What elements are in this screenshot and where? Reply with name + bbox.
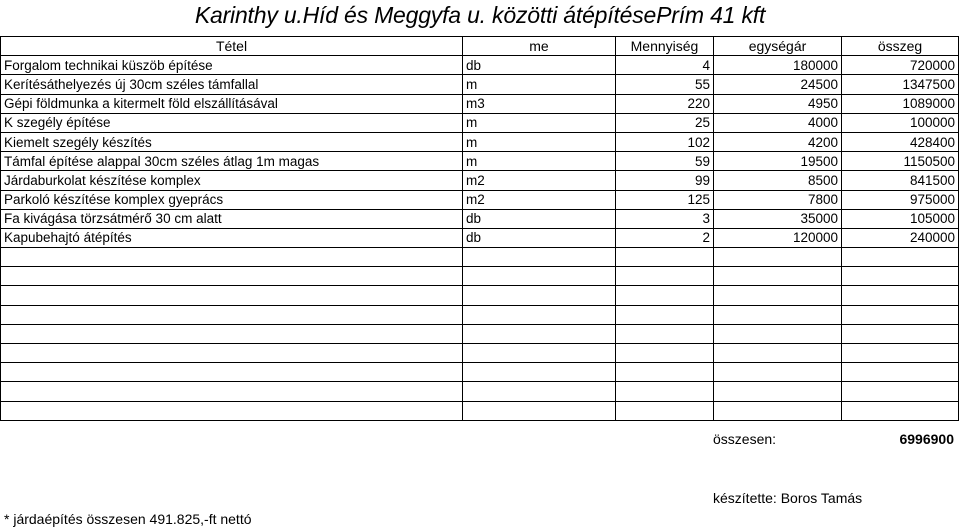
- empty-cell: [616, 248, 714, 267]
- cost-table: [0, 36, 959, 421]
- empty-row: [1, 248, 959, 267]
- empty-cell: [714, 401, 842, 420]
- col-header-item: Tétel: [1, 37, 463, 56]
- document-title: Karinthy u.Híd és Meggyfa u. közötti átépítésePrím 41 kft: [194, 2, 766, 28]
- cell-amount: 1089000: [842, 94, 959, 113]
- empty-cell: [842, 267, 959, 286]
- empty-cell: [1, 344, 463, 363]
- cell-amount: 105000: [842, 209, 959, 228]
- empty-cell: [463, 344, 616, 363]
- cell-item: Parkoló készítése komplex gyeprács: [1, 190, 463, 209]
- col-header-amount: összeg: [842, 37, 959, 56]
- empty-row: [1, 305, 959, 324]
- empty-cell: [842, 248, 959, 267]
- empty-cell: [1, 267, 463, 286]
- cell-quantity: 55: [616, 75, 714, 94]
- cell-unit-price: 180000: [714, 56, 842, 75]
- cell-item: Kerítésáthelyezés új 30cm széles támfallal: [1, 75, 463, 94]
- table-row: [1, 75, 959, 94]
- cell-unit-price: 120000: [714, 228, 842, 247]
- empty-cell: [463, 324, 616, 343]
- empty-cell: [714, 305, 842, 324]
- cell-unit-price: 4200: [714, 132, 842, 151]
- cell-unit-price: 4950: [714, 94, 842, 113]
- cell-unit: m: [463, 132, 616, 151]
- empty-cell: [1, 305, 463, 324]
- empty-cell: [842, 401, 959, 420]
- cell-quantity: 25: [616, 113, 714, 132]
- empty-cell: [463, 401, 616, 420]
- empty-row: [1, 401, 959, 420]
- cell-unit: db: [463, 209, 616, 228]
- total-label: összesen:: [713, 431, 777, 447]
- cell-quantity: 220: [616, 94, 714, 113]
- cell-unit-price: 7800: [714, 190, 842, 209]
- col-header-unit-price: egységár: [714, 37, 842, 56]
- empty-cell: [616, 267, 714, 286]
- cell-unit: m: [463, 152, 616, 171]
- empty-cell: [616, 382, 714, 401]
- empty-row: [1, 267, 959, 286]
- table-row: [1, 94, 959, 113]
- empty-cell: [842, 305, 959, 324]
- empty-cell: [714, 382, 842, 401]
- table-row: [1, 171, 959, 190]
- cell-item: Járdaburkolat készítése komplex: [1, 171, 463, 190]
- empty-cell: [842, 382, 959, 401]
- empty-cell: [842, 286, 959, 305]
- empty-cell: [842, 344, 959, 363]
- cell-quantity: 125: [616, 190, 714, 209]
- cell-unit: m3: [463, 94, 616, 113]
- cell-amount: 100000: [842, 113, 959, 132]
- empty-row: [1, 382, 959, 401]
- cell-amount: 720000: [842, 56, 959, 75]
- table-row: [1, 152, 959, 171]
- cell-item: Támfal építése alappal 30cm széles átlag 1m magas: [1, 152, 463, 171]
- cell-unit-price: 24500: [714, 75, 842, 94]
- empty-cell: [616, 305, 714, 324]
- empty-cell: [616, 286, 714, 305]
- empty-cell: [1, 401, 463, 420]
- empty-cell: [1, 248, 463, 267]
- empty-cell: [1, 363, 463, 382]
- cell-unit: db: [463, 56, 616, 75]
- cell-amount: 975000: [842, 190, 959, 209]
- cell-item: K szegély építése: [1, 113, 463, 132]
- empty-row: [1, 324, 959, 343]
- col-header-unit: me: [463, 37, 616, 56]
- empty-cell: [616, 324, 714, 343]
- table-row: [1, 190, 959, 209]
- author-line: készítette: Boros Tamás: [713, 490, 863, 506]
- empty-cell: [463, 305, 616, 324]
- empty-cell: [463, 382, 616, 401]
- cell-quantity: 4: [616, 56, 714, 75]
- cell-item: Forgalom technikai küszöb építése: [1, 56, 463, 75]
- empty-cell: [1, 382, 463, 401]
- cell-item: Kapubehajtó átépítés: [1, 228, 463, 247]
- empty-row: [1, 344, 959, 363]
- cell-unit: db: [463, 228, 616, 247]
- table-row: [1, 228, 959, 247]
- cell-unit-price: 8500: [714, 171, 842, 190]
- empty-cell: [463, 248, 616, 267]
- cell-quantity: 99: [616, 171, 714, 190]
- cell-quantity: 3: [616, 209, 714, 228]
- empty-cell: [714, 363, 842, 382]
- empty-cell: [616, 363, 714, 382]
- empty-cell: [714, 324, 842, 343]
- footnote: * járdaépítés összesen 491.825,-ft nettó: [4, 511, 252, 527]
- cell-unit: m: [463, 75, 616, 94]
- empty-row: [1, 286, 959, 305]
- cell-amount: 841500: [842, 171, 959, 190]
- header-row: [1, 37, 959, 56]
- empty-cell: [1, 286, 463, 305]
- cell-unit-price: 35000: [714, 209, 842, 228]
- cell-unit-price: 4000: [714, 113, 842, 132]
- empty-cell: [714, 286, 842, 305]
- cell-unit: m: [463, 113, 616, 132]
- cell-unit: m2: [463, 190, 616, 209]
- cell-item: Fa kivágása törzsátmérő 30 cm alatt: [1, 209, 463, 228]
- cell-amount: 1150500: [842, 152, 959, 171]
- table-row: [1, 132, 959, 151]
- empty-cell: [842, 363, 959, 382]
- col-header-quantity: Mennyiség: [616, 37, 714, 56]
- empty-cell: [842, 324, 959, 343]
- cell-quantity: 59: [616, 152, 714, 171]
- table-row: [1, 56, 959, 75]
- cell-item: Gépi földmunka a kitermelt föld elszállításával: [1, 94, 463, 113]
- cell-unit: m2: [463, 171, 616, 190]
- empty-cell: [463, 363, 616, 382]
- cell-quantity: 2: [616, 228, 714, 247]
- cell-amount: 1347500: [842, 75, 959, 94]
- cell-amount: 240000: [842, 228, 959, 247]
- empty-cell: [714, 344, 842, 363]
- cell-item: Kiemelt szegély készítés: [1, 132, 463, 151]
- total-value: 6996900: [899, 431, 954, 447]
- empty-cell: [1, 324, 463, 343]
- cell-amount: 428400: [842, 132, 959, 151]
- empty-cell: [616, 344, 714, 363]
- table-row: [1, 209, 959, 228]
- empty-cell: [714, 267, 842, 286]
- empty-cell: [616, 401, 714, 420]
- empty-cell: [714, 248, 842, 267]
- empty-cell: [463, 267, 616, 286]
- empty-row: [1, 363, 959, 382]
- cell-unit-price: 19500: [714, 152, 842, 171]
- empty-cell: [463, 286, 616, 305]
- cell-quantity: 102: [616, 132, 714, 151]
- table-row: [1, 113, 959, 132]
